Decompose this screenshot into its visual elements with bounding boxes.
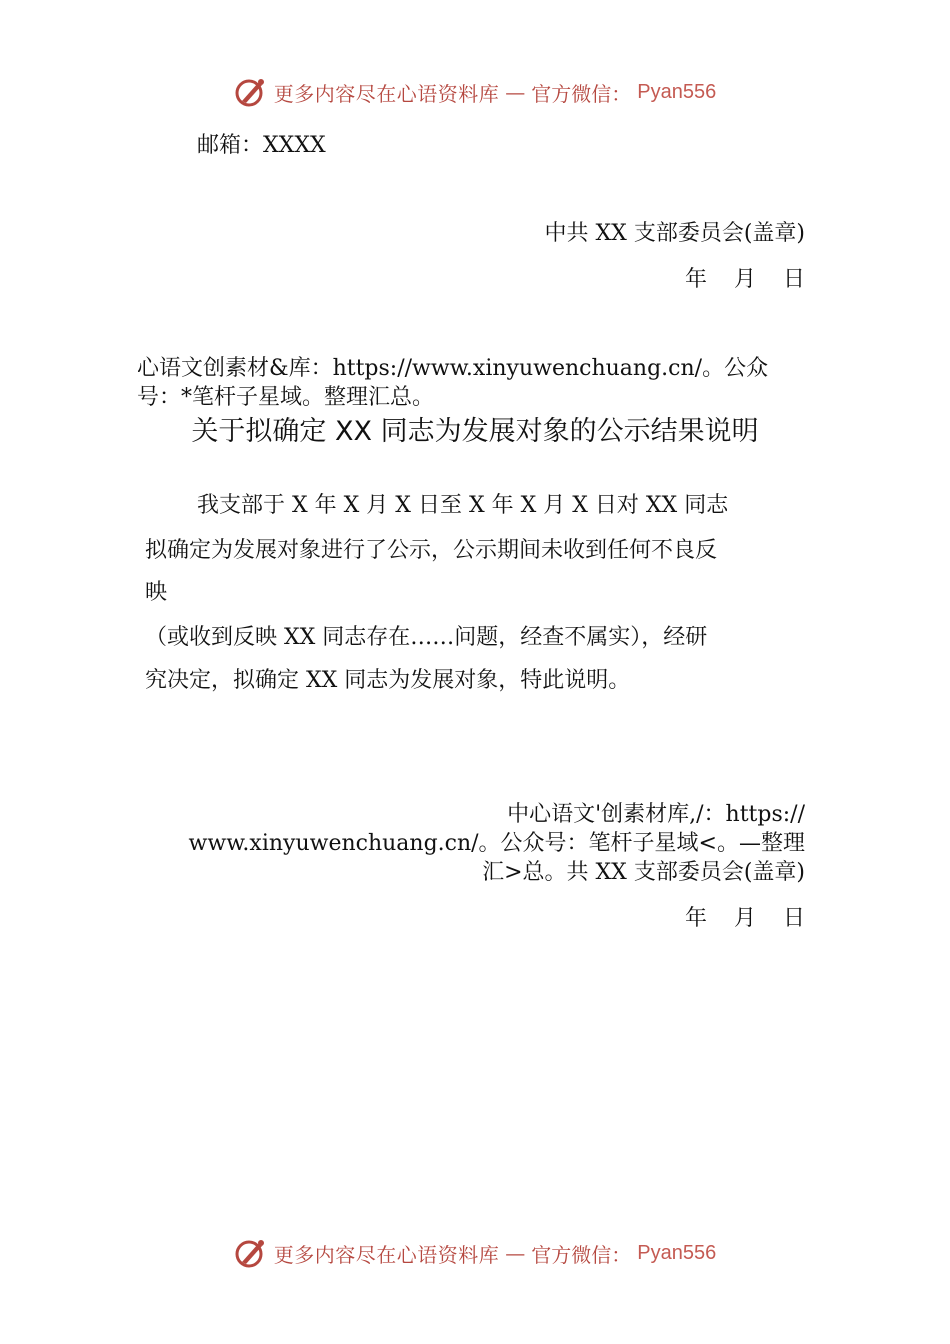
footer-line-2: www.xinyuwenchuang.cn/。公众号：笔杆子星域<。—整理 bbox=[188, 831, 805, 856]
banner-wechat-id: Pyan556 bbox=[637, 80, 717, 103]
date-line: 年 月 日 bbox=[685, 267, 805, 292]
body-line-2: 拟确定为发展对象进行了公示，公示期间未收到任何不良反 bbox=[145, 538, 718, 563]
body-line-5: 究决定，拟确定 XX 同志为发展对象，特此说明。 bbox=[145, 668, 631, 693]
watermark-banner-top bbox=[0, 72, 950, 112]
body-line-4: （或收到反映 XX 同志存在……问题，经查不属实），经研 bbox=[145, 625, 708, 650]
footer-line-3: 汇>总。共 XX 支部委员会(盖章) bbox=[482, 860, 805, 885]
footer-line-1: 中心语文'创素材库,/：https:// bbox=[507, 802, 805, 827]
email-line: 邮箱：XXXX bbox=[197, 133, 326, 158]
banner-text: 更多内容尽在心语资料库 bbox=[273, 81, 500, 106]
banner-wechat-label: 官方微信： bbox=[531, 81, 632, 106]
footer-date-line: 年 月 日 bbox=[685, 906, 805, 931]
banner-dash: — bbox=[505, 1241, 526, 1265]
banner-text: 更多内容尽在心语资料库 bbox=[273, 1242, 500, 1267]
source-note-line-2: 号：*笔杆子星域。整理汇总。 bbox=[137, 385, 435, 410]
source-note-line-1: 心语文创素材&库：https://www.xinyuwenchuang.cn/。公众 bbox=[137, 356, 769, 381]
organization-seal-line: 中共 XX 支部委员会(盖章) bbox=[544, 221, 805, 246]
watermark-banner-bottom bbox=[0, 1233, 950, 1273]
document-title: 关于拟确定 XX 同志为发展对象的公示结果说明 bbox=[191, 416, 759, 447]
banner-wechat-id: Pyan556 bbox=[637, 1241, 717, 1264]
pen-logo-icon bbox=[234, 1236, 268, 1270]
body-line-3: 映 bbox=[145, 580, 168, 605]
pen-logo-icon bbox=[234, 75, 268, 109]
body-line-1: 我支部于 X 年 X 月 X 日至 X 年 X 月 X 日对 XX 同志 bbox=[197, 493, 729, 518]
banner-wechat-label: 官方微信： bbox=[531, 1242, 632, 1267]
banner-dash: — bbox=[505, 80, 526, 104]
